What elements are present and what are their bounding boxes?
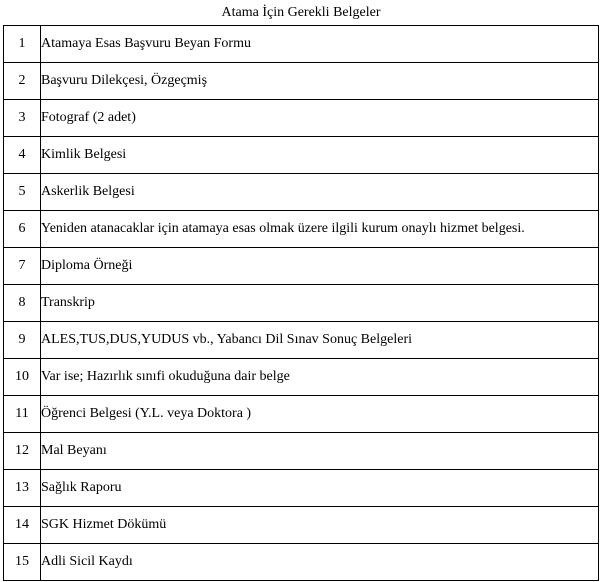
row-number: 10	[4, 359, 41, 396]
document-item: Başvuru Dilekçesi, Özgeçmiş	[41, 63, 599, 100]
table-row	[4, 396, 599, 433]
row-number: 8	[4, 285, 41, 322]
document-item: Öğrenci Belgesi (Y.L. veya Doktora )	[41, 396, 599, 433]
document-item: Transkrip	[41, 285, 599, 322]
document-item: Atamaya Esas Başvuru Beyan Formu	[41, 26, 599, 63]
table-row	[4, 322, 599, 359]
table-row	[4, 359, 599, 396]
row-number: 3	[4, 100, 41, 137]
document-item: Kimlik Belgesi	[41, 137, 599, 174]
table-row	[4, 174, 599, 211]
document-title: Atama İçin Gerekli Belgeler	[221, 5, 381, 20]
document-item: Sağlık Raporu	[41, 470, 599, 507]
row-number: 4	[4, 137, 41, 174]
table-row	[4, 137, 599, 174]
row-number: 13	[4, 470, 41, 507]
table-row	[4, 433, 599, 470]
row-number: 6	[4, 211, 41, 248]
table-row	[4, 100, 599, 137]
table-row	[4, 63, 599, 100]
table-row	[4, 248, 599, 285]
row-number: 14	[4, 507, 41, 544]
row-number: 12	[4, 433, 41, 470]
document-item: Mal Beyanı	[41, 433, 599, 470]
row-number: 15	[4, 544, 41, 581]
document-item: Yeniden atanacaklar için atamaya esas olmak üzere ilgili kurum onaylı hizmet belgesi.	[41, 211, 599, 248]
row-number: 7	[4, 248, 41, 285]
row-number: 2	[4, 63, 41, 100]
document-item: Adli Sicil Kaydı	[41, 544, 599, 581]
table-row	[4, 507, 599, 544]
row-number: 9	[4, 322, 41, 359]
table-row	[4, 544, 599, 581]
row-number: 11	[4, 396, 41, 433]
required-documents-table	[3, 25, 599, 581]
row-number: 1	[4, 26, 41, 63]
document-item: ALES,TUS,DUS,YUDUS vb., Yabancı Dil Sınav Sonuç Belgeleri	[41, 322, 599, 359]
table-row	[4, 470, 599, 507]
table-row	[4, 26, 599, 63]
document-item: Askerlik Belgesi	[41, 174, 599, 211]
document-item: SGK Hizmet Dökümü	[41, 507, 599, 544]
table-row	[4, 285, 599, 322]
table-row	[4, 211, 599, 248]
document-item: Fotograf (2 adet)	[41, 100, 599, 137]
document-item: Diploma Örneği	[41, 248, 599, 285]
row-number: 5	[4, 174, 41, 211]
document-item: Var ise; Hazırlık sınıfi okuduğuna dair belge	[41, 359, 599, 396]
